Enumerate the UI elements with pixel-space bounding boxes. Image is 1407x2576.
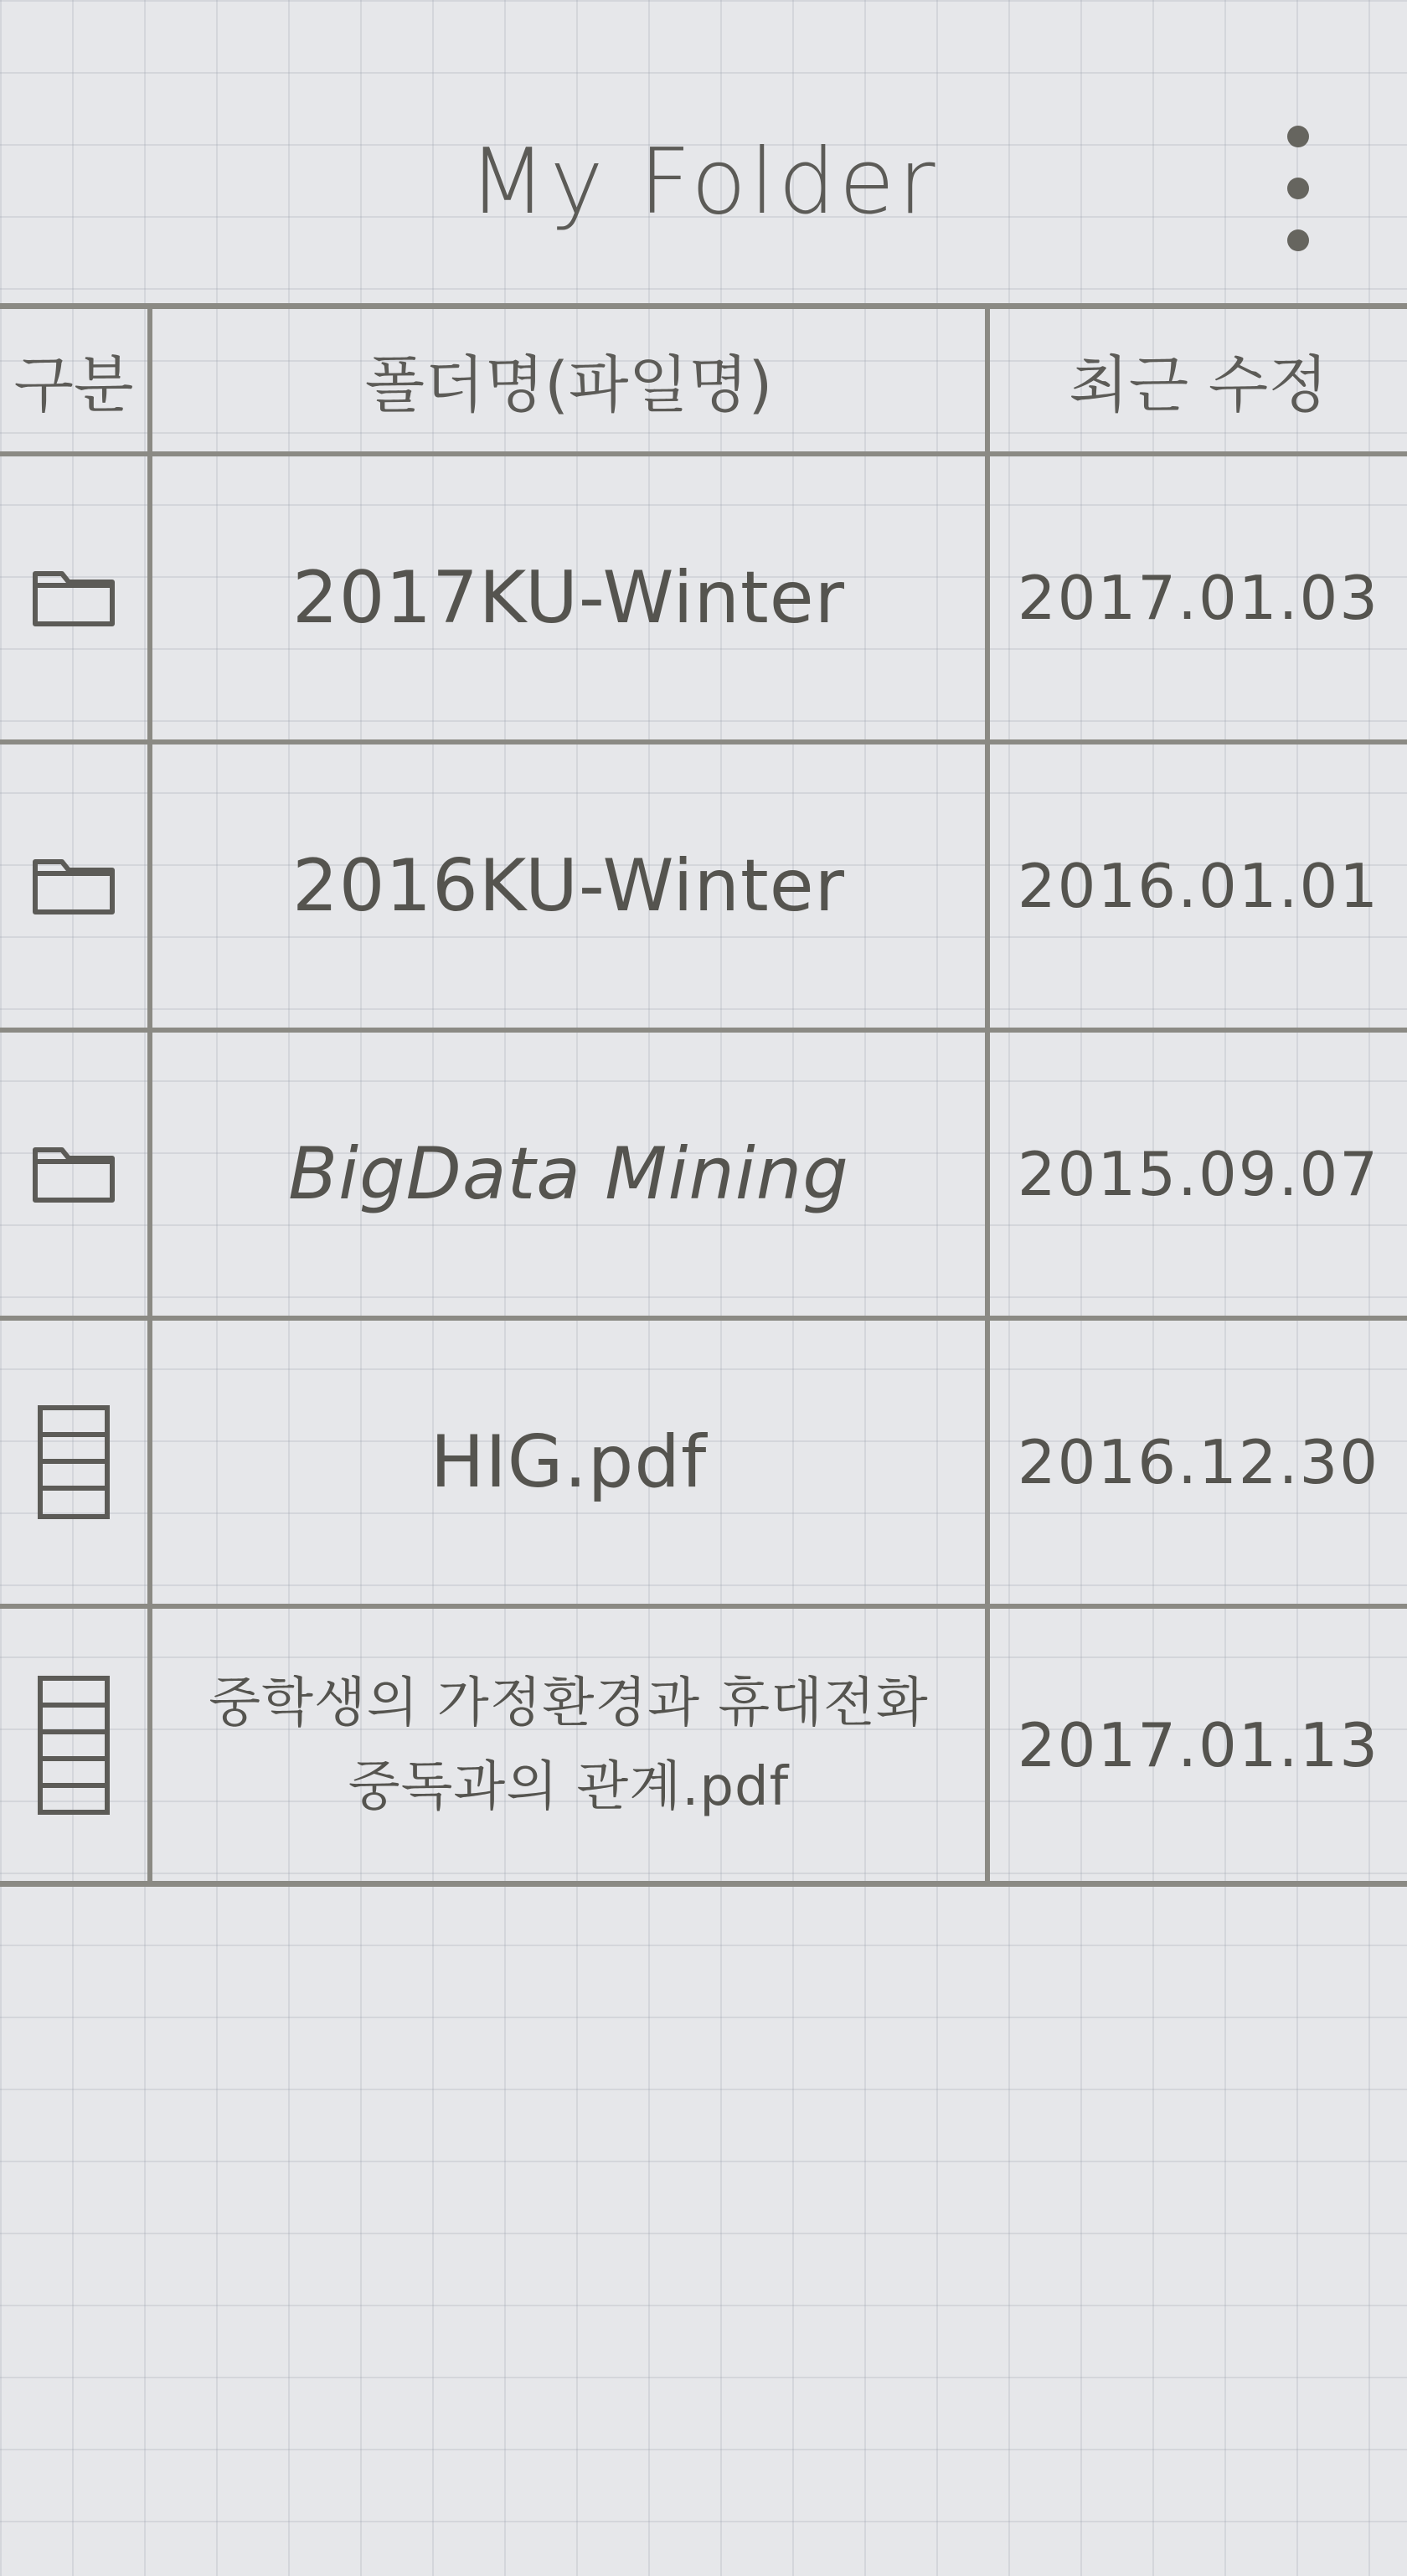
file-name: 2017KU-Winter [152,456,990,739]
page-title: My Folder [468,130,939,234]
file-name: BigData Mining [152,1033,990,1316]
folder-icon [0,1033,152,1316]
folder-icon [0,744,152,1028]
modified-date: 2015.09.07 [1017,1139,1380,1209]
table-row[interactable] [0,1321,1407,1609]
column-header-modified: 최근 수정 [1069,349,1328,421]
file-icon [0,1321,152,1604]
column-header-name: 폴더명(파일명) [152,309,990,451]
app-header [0,109,1407,260]
file-table [0,303,1407,1887]
modified-date: 2017.01.13 [1017,1709,1380,1780]
table-row[interactable] [0,1609,1407,1881]
file-name: 중학생의 가정환경과 휴대전화 중독과의 관계.pdf [152,1609,990,1881]
file-icon [0,1609,152,1881]
more-vertical-icon[interactable] [1269,126,1327,251]
table-row[interactable] [0,744,1407,1033]
table-row[interactable] [0,456,1407,744]
column-header-type: 구분 [0,309,152,451]
modified-date: 2016.01.01 [1017,851,1380,921]
modified-date: 2017.01.03 [1017,563,1380,633]
table-row[interactable] [0,1033,1407,1321]
file-name: 2016KU-Winter [152,744,990,1028]
table-header [0,309,1407,456]
folder-icon [0,456,152,739]
modified-date: 2016.12.30 [1017,1427,1380,1497]
file-name: HIG.pdf [152,1321,990,1604]
